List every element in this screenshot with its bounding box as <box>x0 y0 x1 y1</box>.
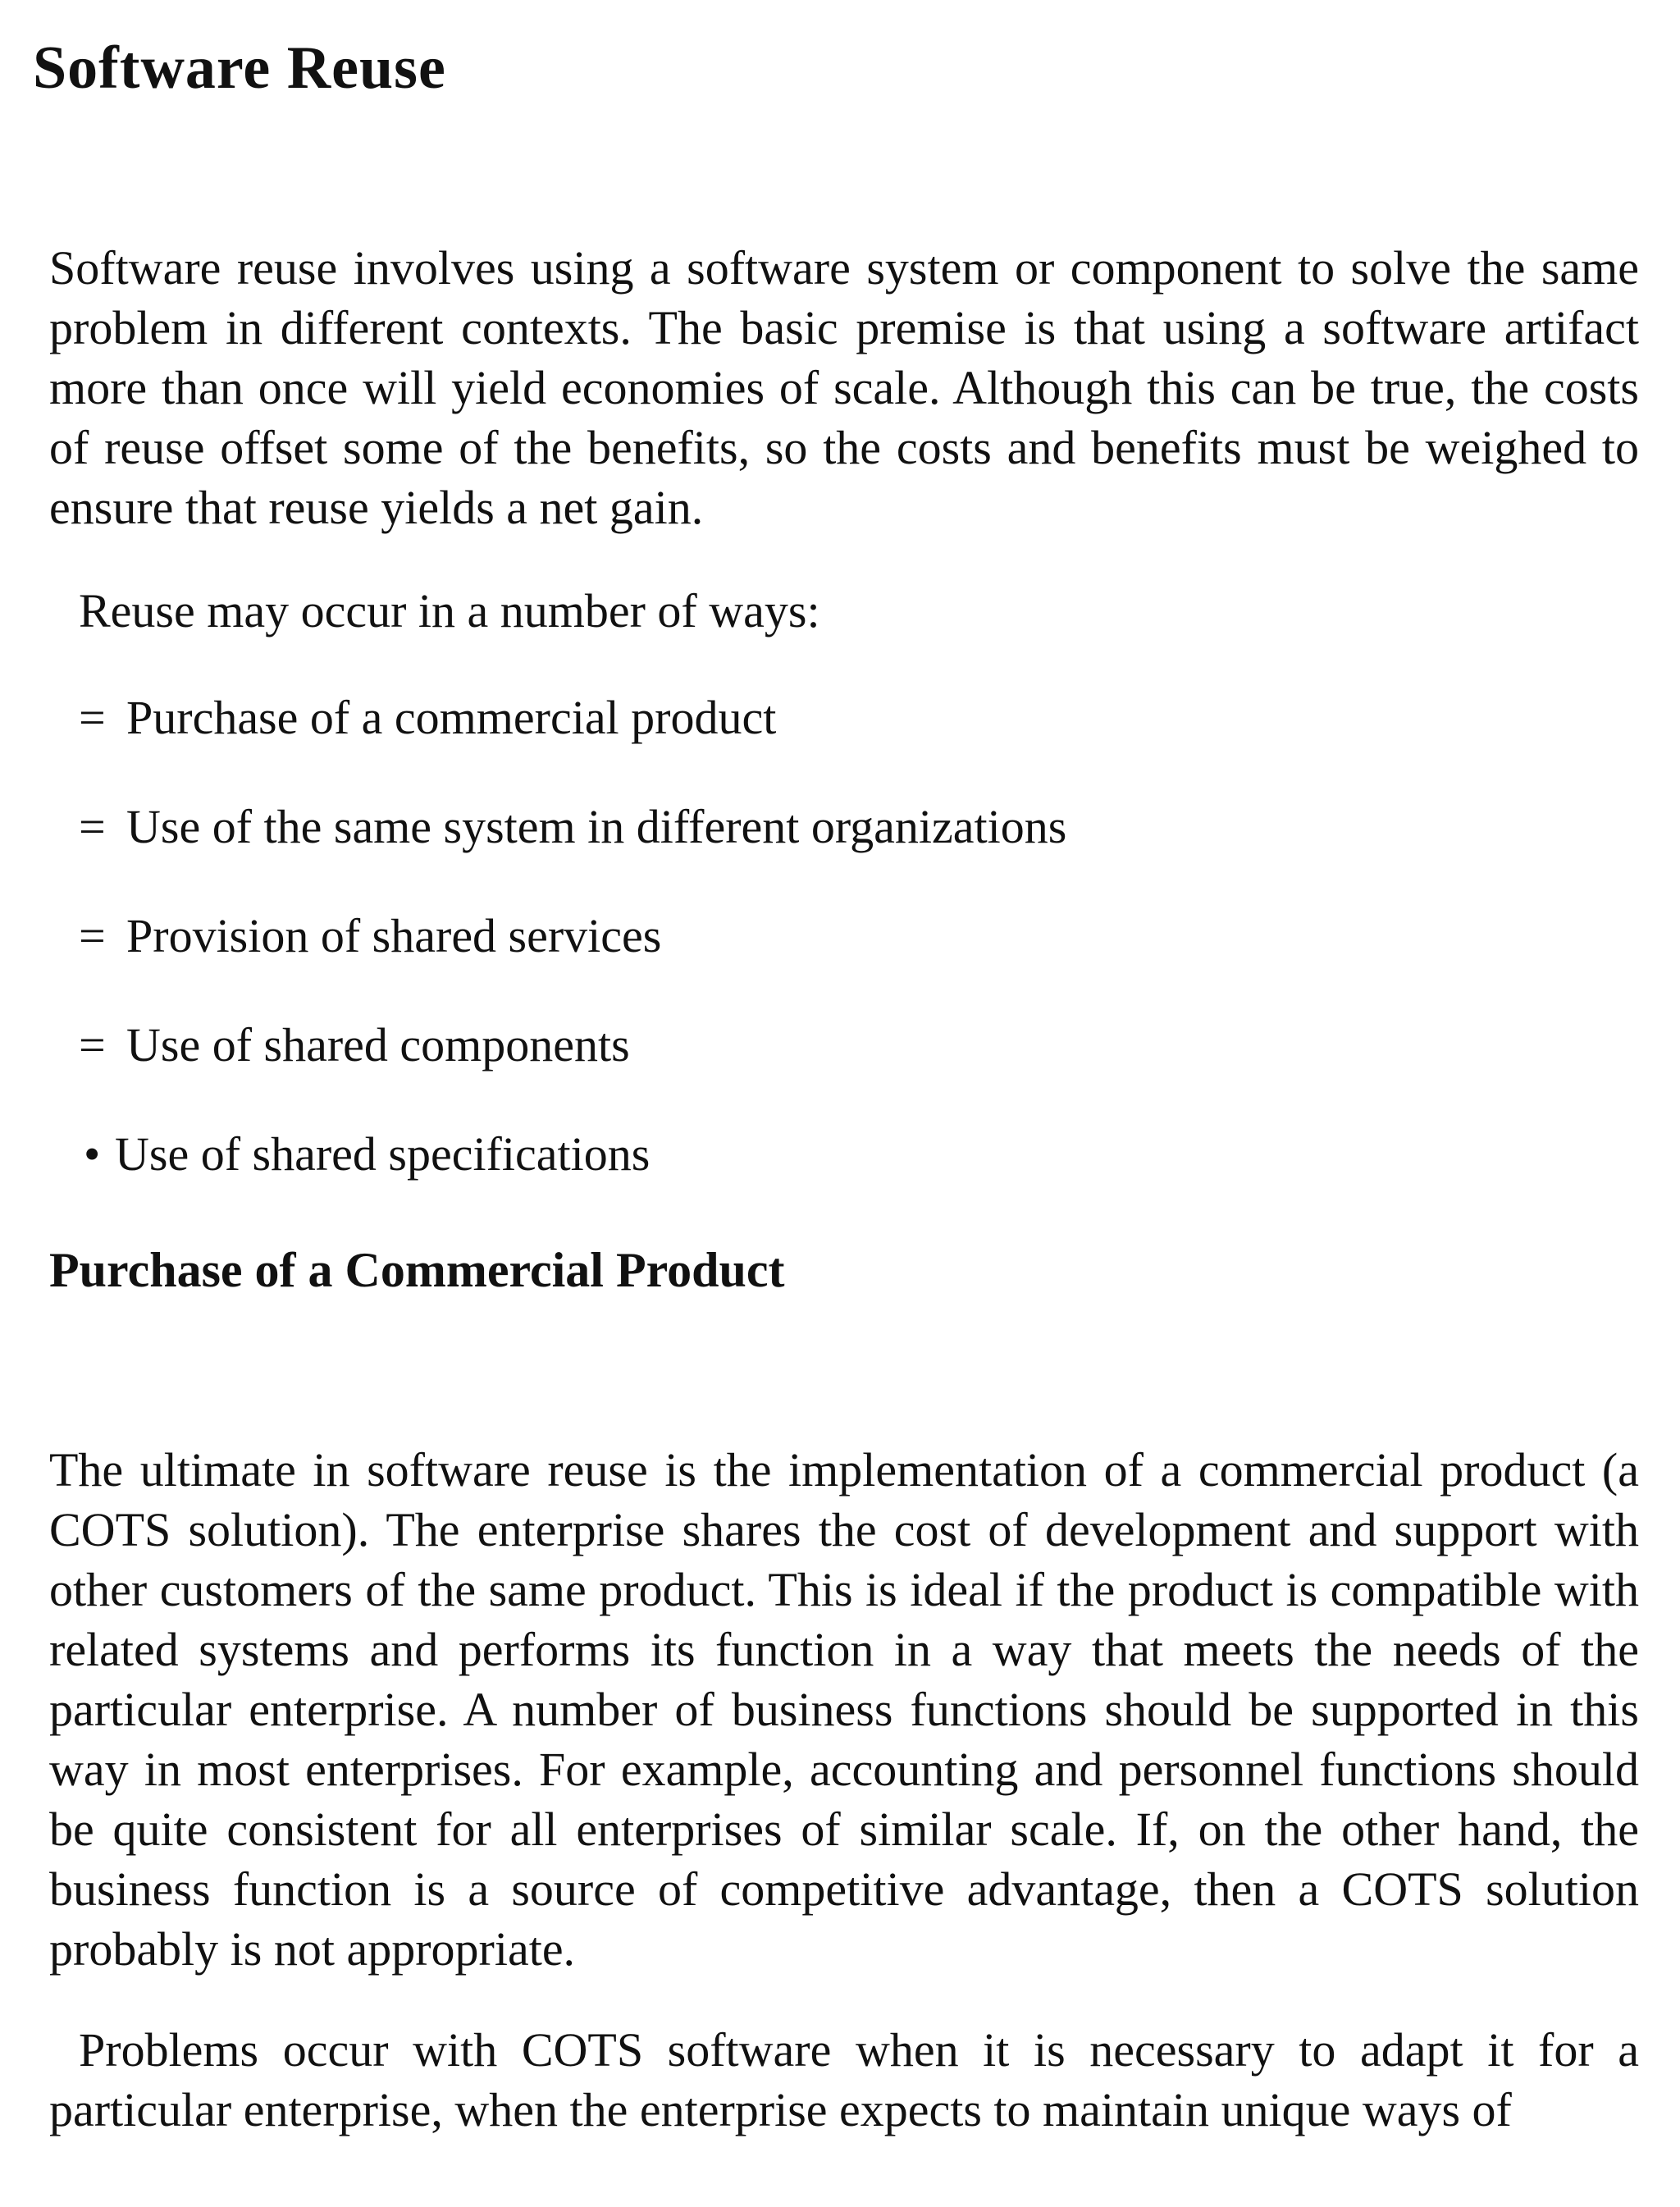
paragraph-problems: Problems occur with COTS software when it is necessary to adapt it for a particular enterprise, when the enterprise expects to maintain unique ways of <box>49 2023 1639 2136</box>
list-item <box>79 797 1066 906</box>
list-marker: = <box>79 1018 106 1072</box>
list-marker: • <box>84 1127 101 1181</box>
page-title: Software Reuse <box>33 34 446 102</box>
list-item <box>79 1015 1066 1124</box>
list-item <box>79 906 1066 1015</box>
paragraph-cots: The ultimate in software reuse is the implementation of a commercial product (a COTS solution). The enterprise shares the cost of development and support with other customers of the same product. This is ideal if the product is compatible with related systems and performs its function in a way that meets the needs of the particular enterprise. A number of business functions should be supported in this way in most enterprises. For example, accounting and personnel functions should be quite consistent for all enterprises of similar scale. If, on the other hand, the business function is a source of competitive advantage, then a COTS solution probably is not appropriate. <box>49 1443 1639 1976</box>
list-item-text: Use of shared specifications <box>115 1127 651 1181</box>
list-item-text: Purchase of a commercial product <box>126 691 777 744</box>
paragraph-intro: Software reuse involves using a software system or component to solve the same problem in different contexts. The basic premise is that using a software artifact more than once will yield economies of scale. Although this can be true, the costs of reuse offset some of the benefits, so the costs and benefits must be weighed to ensure that reuse yields a net gain. <box>49 241 1639 534</box>
list-item <box>79 688 1066 797</box>
list-intro: Reuse may occur in a number of ways: <box>79 584 820 637</box>
list-item-text: Use of the same system in different organizations <box>126 800 1067 853</box>
list-marker: = <box>79 691 106 744</box>
list-item-text: Provision of shared services <box>126 909 662 962</box>
reuse-ways-list <box>79 688 1066 1233</box>
list-marker: = <box>79 800 106 853</box>
section-heading: Purchase of a Commercial Product <box>49 1243 785 1297</box>
list-item <box>79 1124 1066 1233</box>
list-item-text: Use of shared components <box>126 1018 630 1072</box>
list-marker: = <box>79 909 106 962</box>
